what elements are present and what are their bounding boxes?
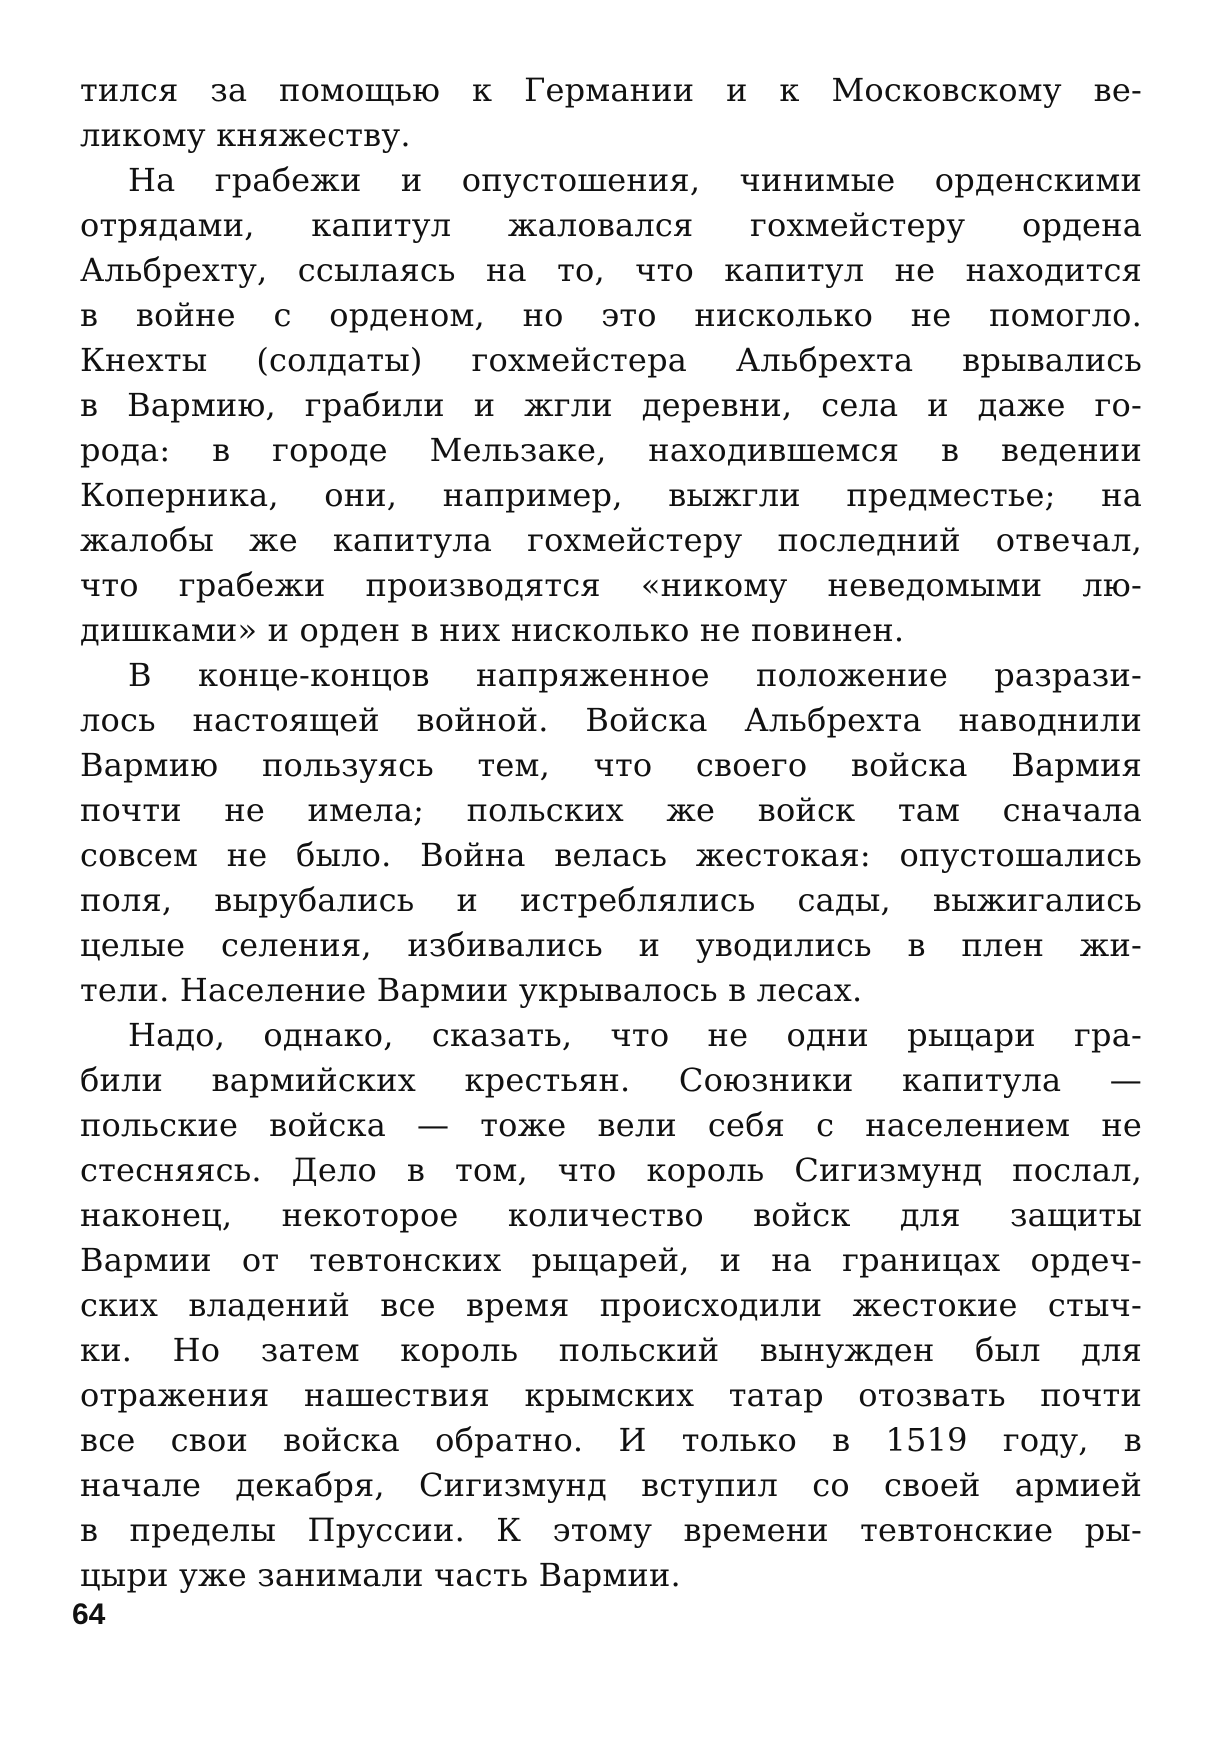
text-line: польские войска — тоже вели себя с населением не	[80, 1106, 1142, 1144]
text-line: что грабежи производятся «никому неведомыми лю-	[80, 566, 1142, 604]
text-line: цыри уже занимали часть Вармии.	[80, 1556, 681, 1594]
text-line: Надо, однако, сказать, что не одни рыцари гра-	[128, 1016, 1142, 1054]
text-line: На грабежи и опустошения, чинимые орденскими	[128, 161, 1142, 199]
text-line: в пределы Пруссии. К этому времени тевтонские ры-	[80, 1511, 1142, 1549]
text-line: В конце-концов напряженное положение разрази-	[128, 656, 1142, 694]
text-line: отражения нашествия крымских татар отозвать почти	[80, 1376, 1142, 1414]
text-line: рода: в городе Мельзаке, находившемся в ведении	[80, 431, 1142, 469]
body-text	[80, 68, 1142, 1598]
text-line: Вармию пользуясь тем, что своего войска Вармия	[80, 746, 1142, 784]
text-line: Альбрехту, ссылаясь на то, что капитул не находится	[80, 251, 1142, 289]
text-line: почти не имела; польских же войск там сначала	[80, 791, 1142, 829]
text-line: Коперника, они, например, выжгли предместье; на	[80, 476, 1142, 514]
paragraph	[80, 68, 1142, 158]
page-number: 64	[72, 1598, 106, 1631]
text-line: поля, вырубались и истреблялись сады, выжигались	[80, 881, 1142, 919]
text-line: целые селения, избивались и уводились в плен жи-	[80, 926, 1142, 964]
text-line: все свои войска обратно. И только в 1519 году, в	[80, 1421, 1142, 1459]
text-line: начале декабря, Сигизмунд вступил со своей армией	[80, 1466, 1142, 1504]
text-line: лось настоящей войной. Войска Альбрехта наводнили	[80, 701, 1142, 739]
text-line: ликому княжеству.	[80, 116, 411, 154]
paragraph	[80, 158, 1142, 653]
text-line: жалобы же капитула гохмейстеру последний отвечал,	[80, 521, 1142, 559]
text-line: отрядами, капитул жаловался гохмейстеру ордена	[80, 206, 1142, 244]
text-line: Вармии от тевтонских рыцарей, и на границах ордеч-	[80, 1241, 1142, 1279]
text-line: в войне с орденом, но это нисколько не помогло.	[80, 296, 1142, 334]
text-line: били вармийских крестьян. Союзники капитула —	[80, 1061, 1142, 1099]
text-line: в Вармию, грабили и жгли деревни, села и даже го-	[80, 386, 1142, 424]
paragraph	[80, 1013, 1142, 1598]
paragraph	[80, 653, 1142, 1013]
text-line: совсем не было. Война велась жестокая: опустошались	[80, 836, 1142, 874]
text-line: тели. Население Вармии укрывалось в лесах.	[80, 971, 863, 1009]
text-line: дишками» и орден в них нисколько не повинен.	[80, 611, 905, 649]
text-line: ских владений все время происходили жестокие стыч-	[80, 1286, 1142, 1324]
text-line: наконец, некоторое количество войск для защиты	[80, 1196, 1142, 1234]
text-line: Кнехты (солдаты) гохмейстера Альбрехта врывались	[80, 341, 1142, 379]
text-line: тился за помощью к Германии и к Московскому ве-	[80, 71, 1142, 109]
text-line: ки. Но затем король польский вынужден был для	[80, 1331, 1142, 1369]
text-line: стесняясь. Дело в том, что король Сигизмунд послал,	[80, 1151, 1142, 1189]
